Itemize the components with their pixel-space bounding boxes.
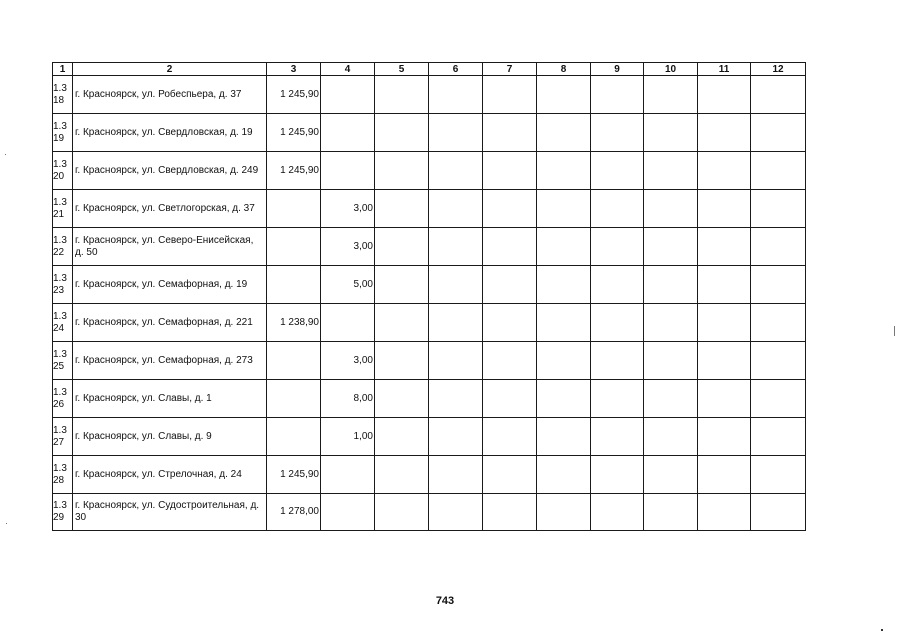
empty-cell: [751, 380, 806, 418]
column-header-9: 9: [591, 63, 644, 76]
row-number-prefix: 1.3: [53, 234, 67, 246]
col3-cell: [267, 418, 321, 456]
empty-cell: [483, 418, 537, 456]
row-number-suffix: 27: [53, 436, 65, 448]
empty-cell: [591, 418, 644, 456]
empty-cell: [429, 76, 483, 114]
row-number: [53, 456, 73, 494]
scan-mark: [881, 629, 883, 631]
column-header-6: 6: [429, 63, 483, 76]
empty-cell: [644, 456, 698, 494]
empty-cell: [483, 304, 537, 342]
empty-cell: [429, 494, 483, 531]
col4-cell: 8,00: [321, 380, 375, 418]
empty-cell: [698, 266, 751, 304]
empty-cell: [537, 456, 591, 494]
row-number: [53, 190, 73, 228]
column-header-7: 7: [483, 63, 537, 76]
empty-cell: [375, 456, 429, 494]
empty-cell: [644, 304, 698, 342]
empty-cell: [537, 418, 591, 456]
col3-cell: 1 245,90: [267, 152, 321, 190]
empty-cell: [591, 266, 644, 304]
row-number-prefix: 1.3: [53, 120, 67, 132]
empty-cell: [644, 380, 698, 418]
col3-cell: 1 238,90: [267, 304, 321, 342]
empty-cell: [537, 266, 591, 304]
empty-cell: [375, 152, 429, 190]
table-body: [53, 76, 806, 531]
empty-cell: [698, 304, 751, 342]
col4-cell: 3,00: [321, 228, 375, 266]
empty-cell: [698, 76, 751, 114]
empty-cell: [375, 190, 429, 228]
table-row: [53, 456, 806, 494]
col3-cell: [267, 266, 321, 304]
col3-cell: 1 278,00: [267, 494, 321, 531]
empty-cell: [591, 456, 644, 494]
col4-cell: [321, 494, 375, 531]
empty-cell: [644, 342, 698, 380]
col3-cell: [267, 380, 321, 418]
table-row: [53, 152, 806, 190]
row-number: [53, 494, 73, 531]
row-number-suffix: 23: [53, 284, 65, 296]
empty-cell: [644, 114, 698, 152]
row-number: [53, 342, 73, 380]
empty-cell: [375, 228, 429, 266]
empty-cell: [698, 456, 751, 494]
col3-cell: 1 245,90: [267, 76, 321, 114]
table-row: [53, 304, 806, 342]
row-number-prefix: 1.3: [53, 82, 67, 94]
header-row: [53, 63, 806, 76]
empty-cell: [644, 190, 698, 228]
address-cell: г. Красноярск, ул. Северо-Енисейская, д. 50: [73, 228, 267, 266]
address-cell: г. Красноярск, ул. Судостроительная, д. 30: [73, 494, 267, 531]
column-header-4: 4: [321, 63, 375, 76]
empty-cell: [751, 76, 806, 114]
address-cell: г. Красноярск, ул. Славы, д. 1: [73, 380, 267, 418]
empty-cell: [751, 266, 806, 304]
col4-cell: 1,00: [321, 418, 375, 456]
page-number: 743: [435, 595, 455, 607]
address-cell: г. Красноярск, ул. Свердловская, д. 249: [73, 152, 267, 190]
empty-cell: [537, 76, 591, 114]
empty-cell: [375, 304, 429, 342]
empty-cell: [537, 380, 591, 418]
table-row: [53, 76, 806, 114]
row-number-prefix: 1.3: [53, 386, 67, 398]
empty-cell: [698, 114, 751, 152]
col4-cell: 3,00: [321, 342, 375, 380]
table-row: [53, 418, 806, 456]
empty-cell: [375, 494, 429, 531]
column-header-3: 3: [267, 63, 321, 76]
row-number: [53, 266, 73, 304]
col4-cell: 3,00: [321, 190, 375, 228]
empty-cell: [429, 304, 483, 342]
empty-cell: [751, 418, 806, 456]
row-number-suffix: 21: [53, 208, 65, 220]
empty-cell: [483, 494, 537, 531]
empty-cell: [698, 494, 751, 531]
empty-cell: [537, 152, 591, 190]
row-number: [53, 380, 73, 418]
empty-cell: [537, 342, 591, 380]
empty-cell: [537, 304, 591, 342]
scan-mark: [5, 154, 6, 155]
empty-cell: [483, 114, 537, 152]
row-number-suffix: 22: [53, 246, 65, 258]
empty-cell: [644, 266, 698, 304]
address-cell: г. Красноярск, ул. Семафорная, д. 221: [73, 304, 267, 342]
empty-cell: [644, 228, 698, 266]
empty-cell: [483, 76, 537, 114]
empty-cell: [644, 418, 698, 456]
table-row: [53, 266, 806, 304]
row-number: [53, 114, 73, 152]
empty-cell: [751, 494, 806, 531]
empty-cell: [429, 342, 483, 380]
column-header-8: 8: [537, 63, 591, 76]
empty-cell: [483, 380, 537, 418]
empty-cell: [698, 342, 751, 380]
empty-cell: [751, 190, 806, 228]
row-number-suffix: 19: [53, 132, 65, 144]
col3-cell: [267, 342, 321, 380]
row-number-suffix: 18: [53, 94, 65, 106]
column-header-2: 2: [73, 63, 267, 76]
column-header-12: 12: [751, 63, 806, 76]
empty-cell: [483, 228, 537, 266]
row-number: [53, 418, 73, 456]
empty-cell: [429, 114, 483, 152]
row-number-prefix: 1.3: [53, 158, 67, 170]
table-row: [53, 494, 806, 531]
table-row: [53, 114, 806, 152]
row-number-suffix: 29: [53, 512, 65, 523]
empty-cell: [429, 228, 483, 266]
address-cell: г. Красноярск, ул. Славы, д. 9: [73, 418, 267, 456]
empty-cell: [751, 228, 806, 266]
row-number-prefix: 1.3: [53, 500, 67, 511]
empty-cell: [591, 304, 644, 342]
empty-cell: [698, 228, 751, 266]
col3-cell: 1 245,90: [267, 456, 321, 494]
empty-cell: [644, 76, 698, 114]
row-number-suffix: 25: [53, 360, 65, 372]
empty-cell: [375, 380, 429, 418]
empty-cell: [591, 228, 644, 266]
row-number-suffix: 20: [53, 170, 65, 182]
col3-cell: [267, 228, 321, 266]
empty-cell: [698, 380, 751, 418]
empty-cell: [644, 494, 698, 531]
col4-cell: [321, 152, 375, 190]
empty-cell: [537, 190, 591, 228]
data-table: [52, 62, 806, 531]
empty-cell: [375, 76, 429, 114]
col4-cell: [321, 114, 375, 152]
address-cell: г. Красноярск, ул. Стрелочная, д. 24: [73, 456, 267, 494]
row-number-prefix: 1.3: [53, 310, 67, 322]
row-number: [53, 152, 73, 190]
row-number-prefix: 1.3: [53, 196, 67, 208]
empty-cell: [375, 418, 429, 456]
row-number-suffix: 26: [53, 398, 65, 410]
empty-cell: [537, 114, 591, 152]
col4-cell: 5,00: [321, 266, 375, 304]
row-number-prefix: 1.3: [53, 462, 67, 474]
address-cell: г. Красноярск, ул. Робеспьера, д. 37: [73, 76, 267, 114]
row-number-prefix: 1.3: [53, 272, 67, 284]
empty-cell: [698, 190, 751, 228]
col3-cell: [267, 190, 321, 228]
empty-cell: [591, 76, 644, 114]
empty-cell: [751, 114, 806, 152]
empty-cell: [429, 152, 483, 190]
empty-cell: [429, 418, 483, 456]
empty-cell: [591, 152, 644, 190]
empty-cell: [751, 152, 806, 190]
col4-cell: [321, 304, 375, 342]
col3-cell: 1 245,90: [267, 114, 321, 152]
scan-mark: [6, 523, 7, 524]
empty-cell: [537, 228, 591, 266]
column-header-11: 11: [698, 63, 751, 76]
empty-cell: [375, 114, 429, 152]
row-number-prefix: 1.3: [53, 348, 67, 360]
empty-cell: [375, 266, 429, 304]
table-row: [53, 342, 806, 380]
column-header-10: 10: [644, 63, 698, 76]
table-row: [53, 380, 806, 418]
empty-cell: [751, 342, 806, 380]
empty-cell: [483, 342, 537, 380]
empty-cell: [591, 114, 644, 152]
empty-cell: [644, 152, 698, 190]
empty-cell: [751, 456, 806, 494]
row-number-prefix: 1.3: [53, 424, 67, 436]
address-cell: г. Красноярск, ул. Свердловская, д. 19: [73, 114, 267, 152]
empty-cell: [591, 342, 644, 380]
empty-cell: [698, 152, 751, 190]
empty-cell: [483, 190, 537, 228]
empty-cell: [429, 266, 483, 304]
empty-cell: [591, 380, 644, 418]
column-header-1: 1: [53, 63, 73, 76]
empty-cell: [537, 494, 591, 531]
empty-cell: [591, 190, 644, 228]
empty-cell: [751, 304, 806, 342]
row-number: [53, 304, 73, 342]
column-header-5: 5: [375, 63, 429, 76]
empty-cell: [483, 152, 537, 190]
row-number-suffix: 24: [53, 322, 65, 334]
col4-cell: [321, 76, 375, 114]
table-row: [53, 190, 806, 228]
empty-cell: [429, 190, 483, 228]
table-row: [53, 228, 806, 266]
empty-cell: [698, 418, 751, 456]
empty-cell: [483, 456, 537, 494]
address-cell: г. Красноярск, ул. Семафорная, д. 19: [73, 266, 267, 304]
empty-cell: [375, 342, 429, 380]
table-header: [53, 63, 806, 76]
address-cell: г. Красноярск, ул. Светлогорская, д. 37: [73, 190, 267, 228]
row-number: [53, 228, 73, 266]
address-cell: г. Красноярск, ул. Семафорная, д. 273: [73, 342, 267, 380]
empty-cell: [429, 380, 483, 418]
empty-cell: [591, 494, 644, 531]
row-number: [53, 76, 73, 114]
row-number-suffix: 28: [53, 474, 65, 486]
empty-cell: [429, 456, 483, 494]
empty-cell: [483, 266, 537, 304]
col4-cell: [321, 456, 375, 494]
scan-mark: [894, 326, 895, 336]
